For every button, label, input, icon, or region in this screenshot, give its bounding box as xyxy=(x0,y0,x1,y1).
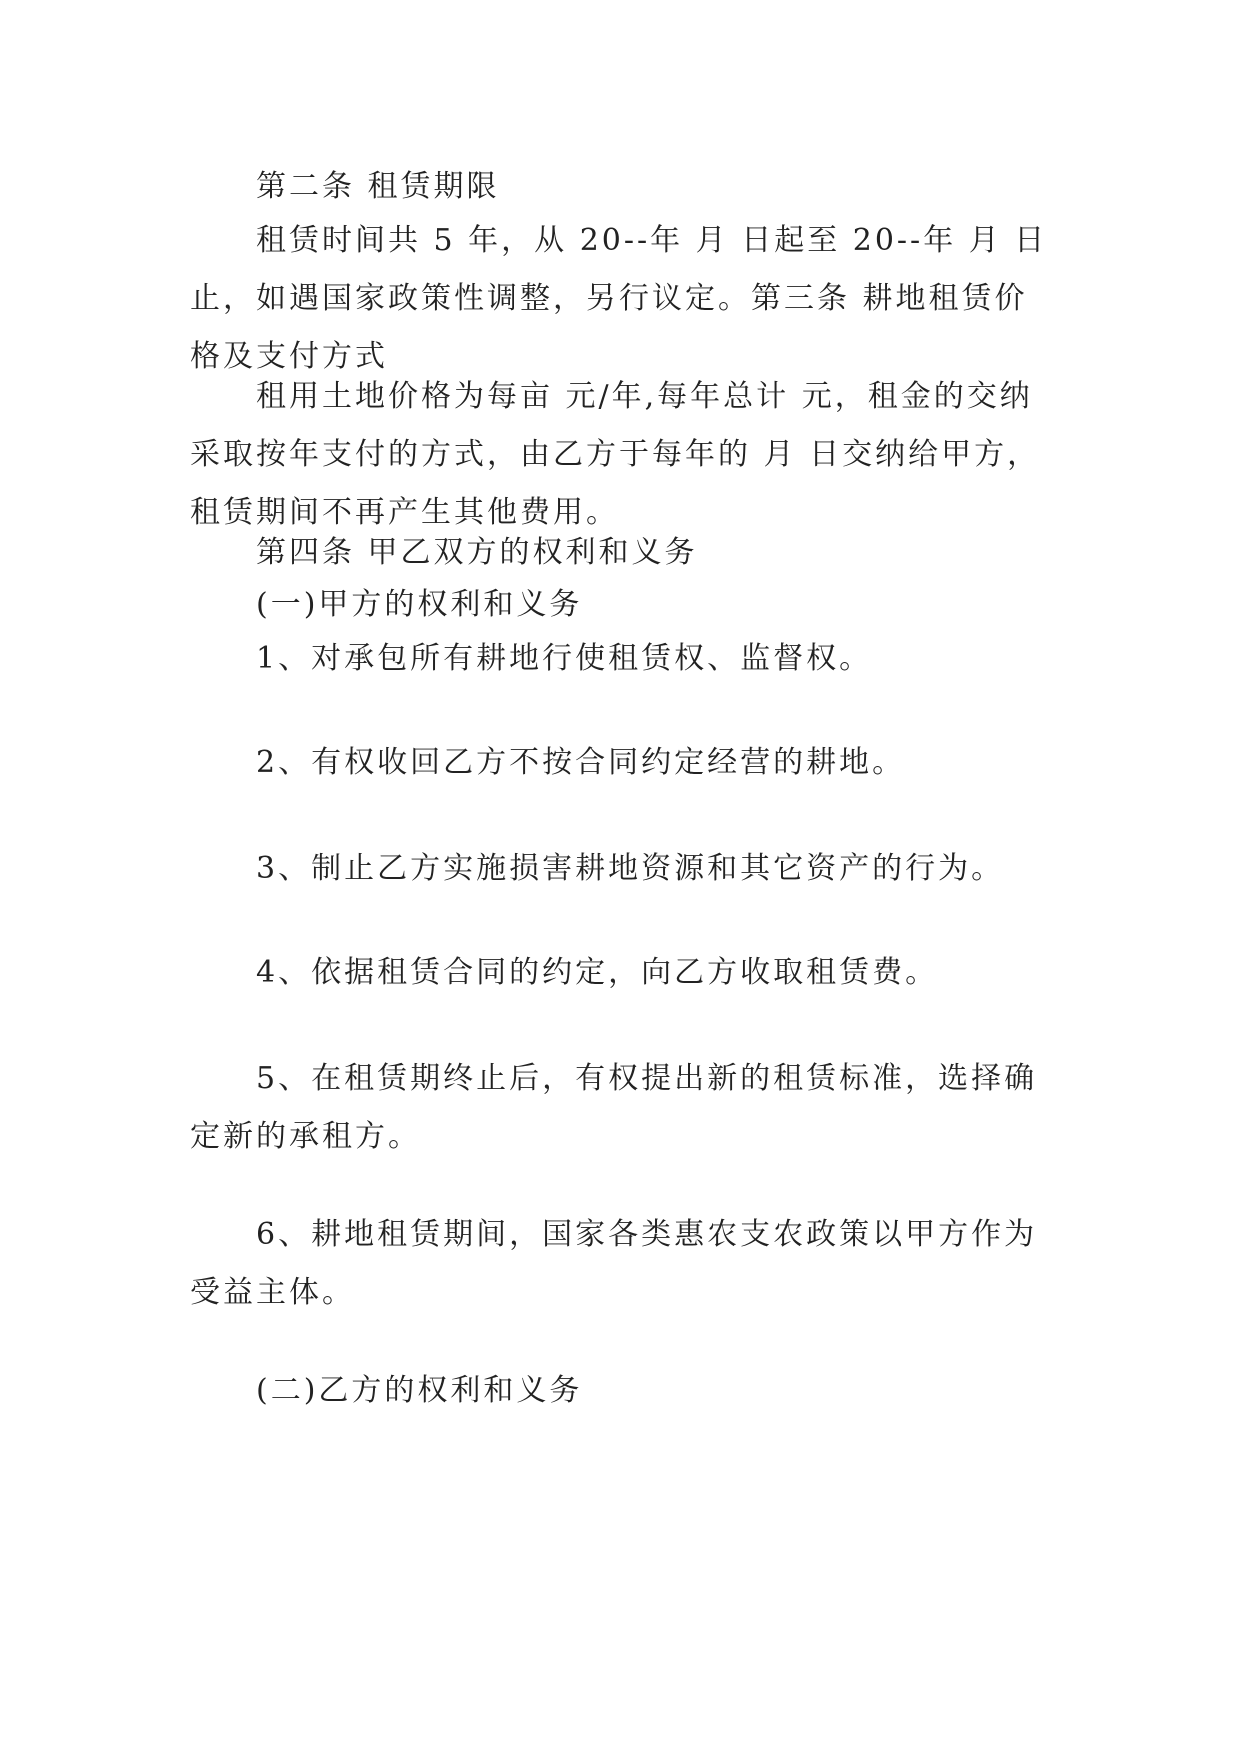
party-a-subheading: (一)甲方的权利和义务 xyxy=(256,587,583,622)
price-payment-paragraph: 租用土地价格为每亩 元/年,每年总计 元，租金的交纳采取按年支付的方式，由乙方于每年的 月 日交纳给甲方，租赁期间不再产生其他费用。 xyxy=(190,379,1041,530)
party-a-item-1: 1、对承包所有耕地行使租赁权、监督权。 xyxy=(256,641,873,676)
article-2-heading: 第二条 租赁期限 xyxy=(256,169,500,204)
party-a-item-6: 6、耕地租赁期间，国家各类惠农支农政策以甲方作为受益主体。 xyxy=(190,1217,1038,1310)
party-b-subheading: (二)乙方的权利和义务 xyxy=(256,1373,583,1408)
article-4-heading: 第四条 甲乙双方的权利和义务 xyxy=(256,535,698,570)
party-a-item-3: 3、制止乙方实施损害耕地资源和其它资产的行为。 xyxy=(256,851,1005,886)
party-a-item-5: 5、在租赁期终止后，有权提出新的租赁标准，选择确定新的承租方。 xyxy=(190,1061,1038,1154)
lease-term-paragraph: 租赁时间共 5 年，从 20--年 月 日起至 20--年 月 日止，如遇国家政策性调整，另行议定。第三条 耕地租赁价格及支付方式 xyxy=(190,223,1048,374)
party-a-item-2: 2、有权收回乙方不按合同约定经营的耕地。 xyxy=(256,745,906,780)
party-a-item-4: 4、依据租赁合同的约定，向乙方收取租赁费。 xyxy=(256,955,939,990)
